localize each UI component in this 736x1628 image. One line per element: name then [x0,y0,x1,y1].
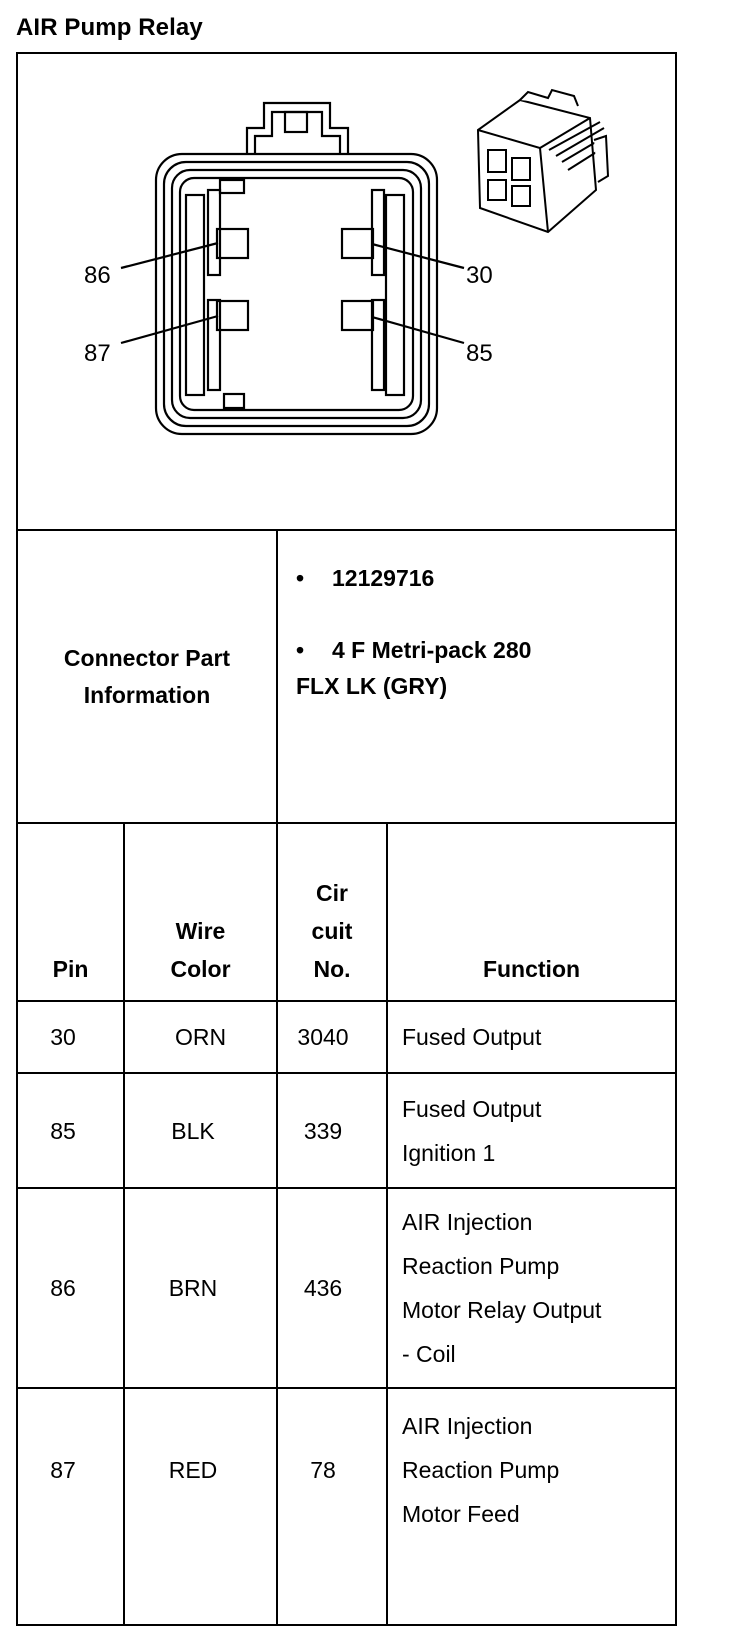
part-info-bullets [296,560,676,704]
table-row-4-circuit: 78 [310,1457,336,1483]
cavity-87 [217,301,248,330]
header-circuit-no: Cir cuit No. [311,880,353,982]
table-row-1-circuit: 3040 [297,1024,349,1050]
header-function: Function [482,956,581,982]
connector-isometric-icon [478,90,608,232]
cavity-30 [342,229,373,258]
part-number: 12129716 [332,565,435,591]
table-row-3-pin: 86 [50,1275,76,1301]
pin-label-30: 30 [466,262,493,289]
pin-label-86: 86 [84,262,111,289]
cavity-85 [342,301,373,330]
cavity-86 [217,229,248,258]
table-row-1-pin: 30 [50,1024,76,1050]
part-info-label-line1: Connector Part [63,645,231,671]
table-row-3-function: AIR Injection Reaction Pump Motor Relay Output - Coil [402,1209,602,1367]
table-row-2-circuit: 339 [303,1117,343,1144]
table-row-1-function: Fused Output [402,1024,542,1050]
table-row-2-pin: 85 [50,1117,76,1144]
table-row-4-wire: RED [168,1457,218,1483]
table-row-2-wire: BLK [171,1117,215,1144]
header-pin: Pin [52,956,89,982]
connector-type-line2: FLX LK (GRY) [296,673,448,699]
table-row-1-wire: ORN [174,1024,227,1050]
connector-type-line1: 4 F Metri-pack 280 [332,637,532,663]
page-title: AIR Pump Relay [16,14,203,41]
part-number-bullet: • 12129716 [296,565,435,591]
connector-latch [247,103,348,155]
connector-type-bullet: • 4 F Metri-pack 280 [296,637,532,663]
pin-label-87: 87 [84,340,111,367]
table-row-3-circuit: 436 [303,1275,343,1301]
pin-label-85: 85 [466,340,493,367]
table-row-4-function: AIR Injection Reaction Pump Motor Feed [402,1413,560,1527]
divider-partinfo-vertical [276,529,278,824]
connector-face-diagram [0,0,736,530]
header-wire-color: Wire Color [170,918,231,982]
table-row-4-pin: 87 [50,1457,76,1483]
table-row-3-wire: BRN [168,1275,218,1301]
part-info-label-line2: Information [83,682,211,708]
part-info-label [18,640,276,714]
table-row-2-function: Fused Output Ignition 1 [402,1095,542,1166]
frame-bottom-border [16,1624,677,1626]
